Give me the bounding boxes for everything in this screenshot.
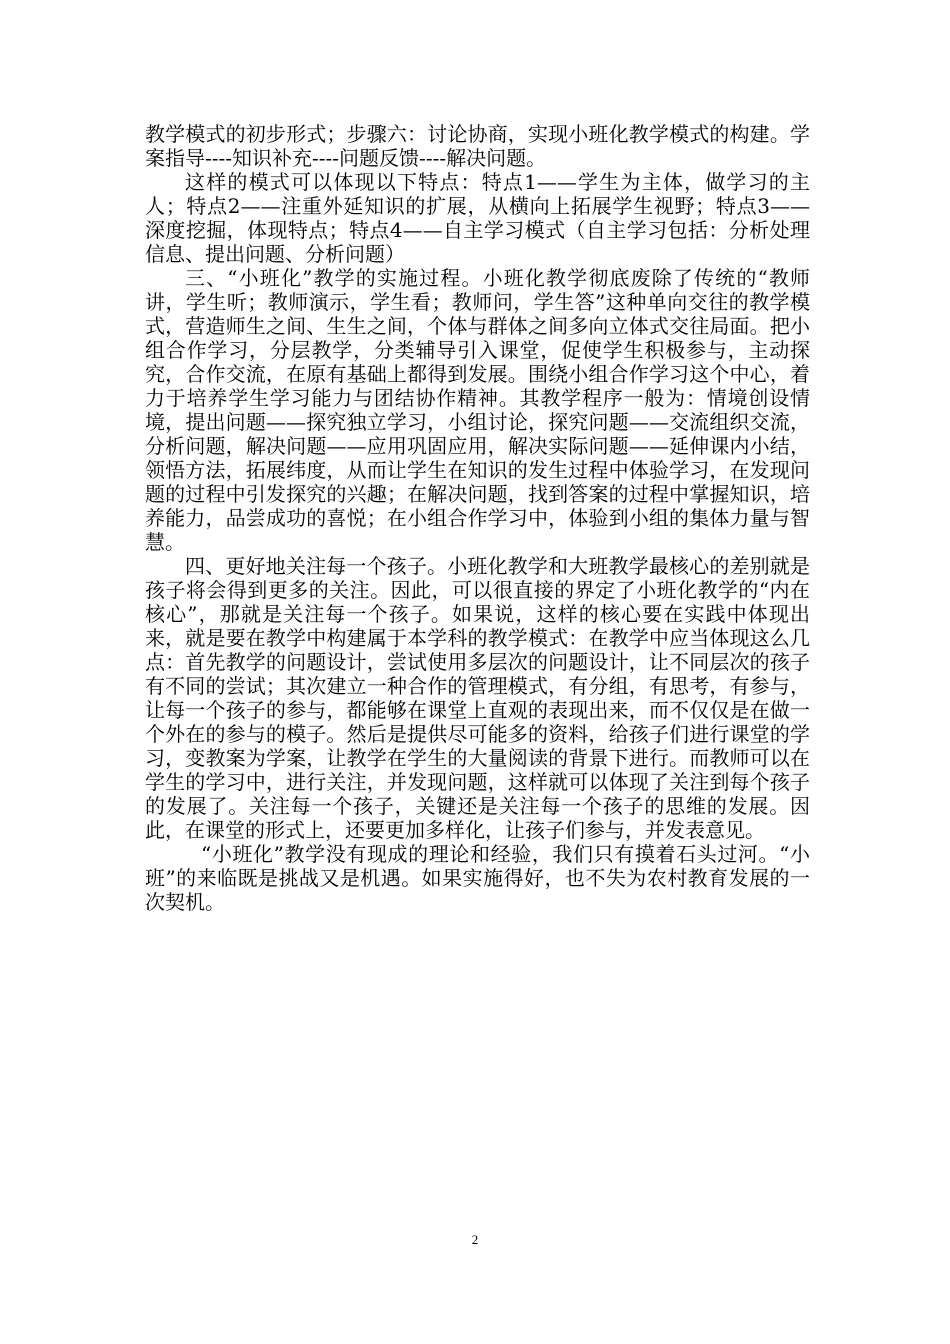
paragraph-conclusion: “小班化”教学没有现成的理论和经验，我们只有摸着石头过河。“小班”的来临既是挑战又是机遇。如果实施得好，也不失为农村教育发展的一次契机。 [145, 842, 810, 914]
document-body [145, 122, 810, 914]
paragraph-features: 这样的模式可以体现以下特点：特点1——学生为主体，做学习的主人；特点2——注重外延知识的扩展，从横向上拓展学生视野；特点3——深度挖掘，体现特点；特点4——自主学习模式（自主学习包括：分析处理信息、提出问题、分析问题） [145, 170, 810, 266]
paragraph-continuation: 教学模式的初步形式；步骤六：讨论协商，实现小班化教学模式的构建。学案指导----知识补充----问题反馈----解决问题。 [145, 122, 810, 170]
paragraph-section-three: 三、“小班化”教学的实施过程。小班化教学彻底废除了传统的“教师讲，学生听；教师演示，学生看；教师问，学生答”这种单向交往的教学模式，营造师生之间、生生之间，个体与群体之间多向立体式交往局面。把小组合作学习，分层教学，分类辅导引入课堂，促使学生积极参与，主动探究，合作交流，在原有基础上都得到发展。围绕小组合作学习这个中心，着力于培养学生学习能力与团结协作精神。其教学程序一般为：情境创设情境，提出问题——探究独立学习，小组讨论，探究问题——交流组织交流，分析问题，解决问题——应用巩固应用，解决实际问题——延伸课内小结，领悟方法，拓展纬度，从而让学生在知识的发生过程中体验学习，在发现问题的过程中引发探究的兴趣；在解决问题，找到答案的过程中掌握知识，培养能力，品尝成功的喜悦；在小组合作学习中，体验到小组的集体力量与智慧。 [145, 266, 810, 554]
paragraph-section-four: 四、更好地关注每一个孩子。小班化教学和大班教学最核心的差别就是孩子将会得到更多的关注。因此，可以很直接的界定了小班化教学的“内在核心”，那就是关注每一个孩子。如果说，这样的核心要在实践中体现出来，就是要在教学中构建属于本学科的教学模式：在教学中应当体现这么几点：首先教学的问题设计，尝试使用多层次的问题设计，让不同层次的孩子有不同的尝试；其次建立一种合作的管理模式，有分组，有思考，有参与，让每一个孩子的参与，都能够在课堂上直观的表现出来，而不仅仅是在做一个外在的参与的模子。然后是提供尽可能多的资料，给孩子们进行课堂的学习，变教案为学案，让教学在学生的大量阅读的背景下进行。而教师可以在学生的学习中，进行关注，并发现问题，这样就可以体现了关注到每个孩子的发展了。关注每一个孩子，关键还是关注每一个孩子的思维的发展。因此，在课堂的形式上，还要更加多样化，让孩子们参与，并发表意见。 [145, 554, 810, 842]
page-number: 2 [471, 1232, 479, 1247]
